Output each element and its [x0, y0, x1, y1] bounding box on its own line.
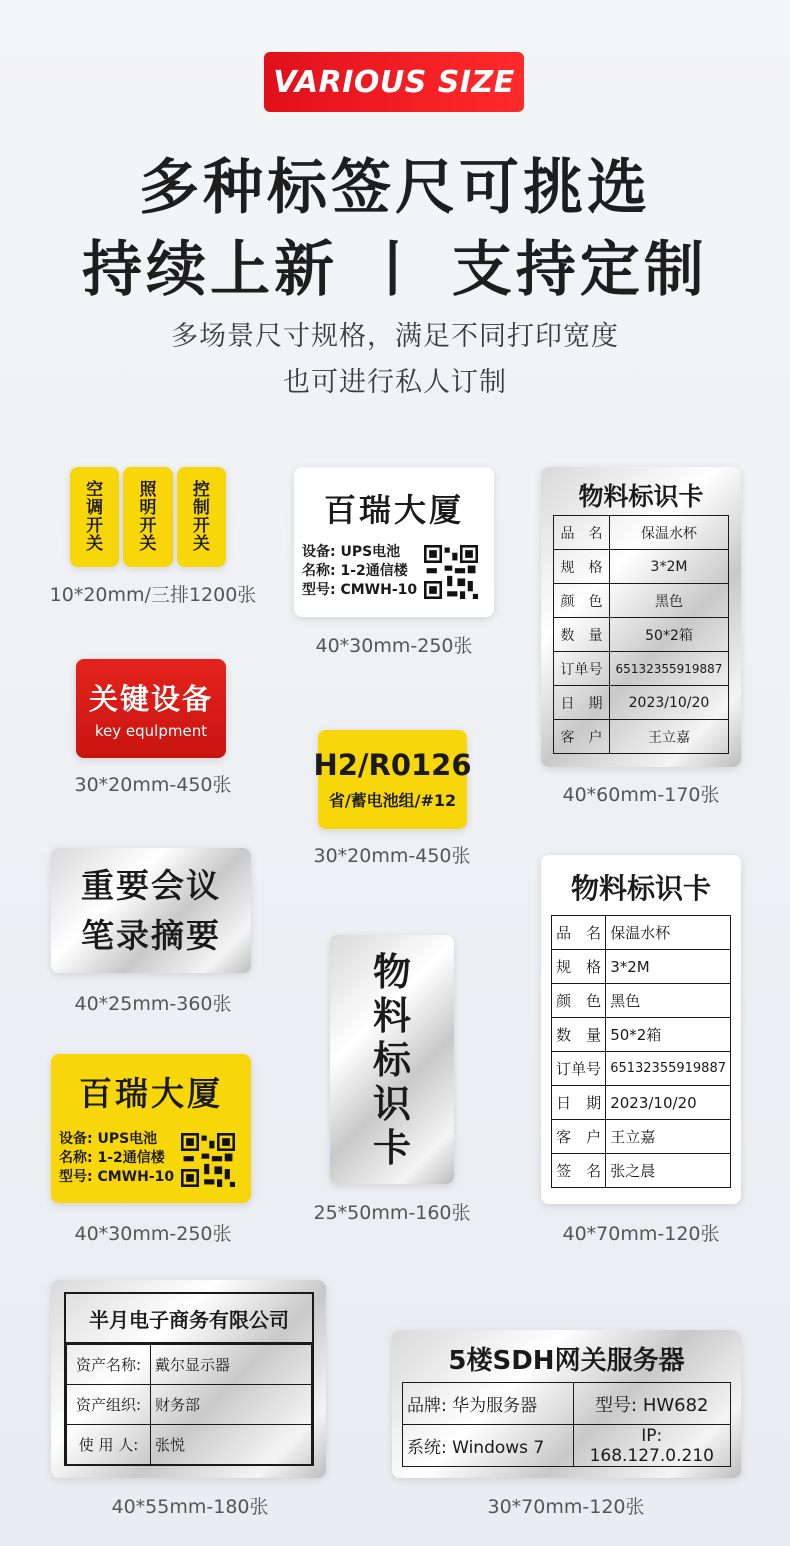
field-label: 颜 色 — [554, 584, 610, 618]
table-row — [554, 584, 729, 618]
material-table — [553, 515, 729, 754]
field-value: 戴尔显示器 — [151, 1345, 312, 1385]
material-silver-caption: 40*60mm-170张 — [562, 784, 720, 806]
char: 物 — [372, 949, 411, 994]
char: 卡 — [372, 1125, 411, 1170]
model-cell: 型号: HW682 — [573, 1383, 730, 1425]
char: 关 — [86, 534, 104, 554]
various-size-badge: VARIOUS SIZE — [264, 52, 524, 112]
table-row — [67, 1425, 312, 1465]
char: 识 — [372, 1081, 411, 1126]
field-label: 数 量 — [554, 618, 610, 652]
server-table — [402, 1382, 731, 1467]
field-value: 王立嘉 — [606, 1120, 731, 1154]
field-value: 65132355919887 — [606, 1052, 731, 1086]
field-label: 日 期 — [552, 1086, 606, 1120]
char: 料 — [372, 993, 411, 1038]
field-value: 张之晨 — [606, 1154, 731, 1188]
char: 制 — [192, 498, 210, 518]
field-label: 客 户 — [552, 1120, 606, 1154]
battery-sub: 省/蓄电池组/#12 — [328, 791, 457, 810]
asset-frame — [64, 1292, 314, 1466]
switch-label-ac — [70, 467, 119, 567]
brand-cell: 品牌: 华为服务器 — [403, 1383, 574, 1425]
meeting-caption: 40*25mm-360张 — [74, 993, 232, 1015]
char: 关 — [139, 534, 157, 554]
char: 标 — [372, 1037, 411, 1082]
asset-title: 半月电子商务有限公司 — [66, 1294, 312, 1344]
char: 空 — [86, 480, 104, 500]
field-label: 资产组织: — [67, 1385, 151, 1425]
char: 明 — [139, 498, 157, 518]
headline-line1: 多种标签尺可挑选 — [139, 153, 651, 223]
field-label: 品 名 — [554, 516, 610, 550]
switch-label-light — [123, 467, 172, 567]
subtitle-line1: 多场景尺寸规格，满足不同打印宽度 — [171, 321, 619, 352]
model-line: 型号: CMWH-10 — [302, 582, 418, 598]
field-value: 3*2M — [606, 950, 731, 984]
char: 控 — [192, 480, 210, 500]
key-equipment-label — [76, 659, 226, 758]
field-value: 黑色 — [606, 984, 731, 1018]
material-card-white — [541, 855, 741, 1204]
name-line: 名称: 1-2通信楼 — [302, 563, 408, 579]
building-label-yellow — [51, 1054, 251, 1203]
subtitle-line2: 也可进行私人订制 — [283, 367, 507, 398]
switch-label-control — [177, 467, 226, 567]
building-title: 百瑞大厦 — [79, 1074, 223, 1113]
table-row — [554, 720, 729, 754]
key-equipment-title: 关键设备 — [88, 682, 213, 716]
qr-code-icon — [181, 1133, 235, 1187]
meeting-label — [51, 848, 251, 973]
battery-code: H2/R0126 — [313, 748, 472, 782]
material-table — [551, 915, 731, 1188]
model-line: 型号: CMWH-10 — [59, 1169, 175, 1185]
server-label — [392, 1330, 741, 1478]
char: 照 — [139, 480, 157, 500]
field-label: 品 名 — [552, 916, 606, 950]
table-row — [67, 1345, 312, 1385]
char: 关 — [192, 534, 210, 554]
building-white-caption: 40*30mm-250张 — [315, 635, 473, 657]
table-row — [552, 1154, 731, 1188]
field-label: 日 期 — [554, 686, 610, 720]
key-equipment-sub: key equlpment — [94, 722, 208, 740]
field-value: 65132355919887 — [610, 652, 729, 686]
char: 调 — [86, 498, 104, 518]
field-value: 50*2箱 — [610, 618, 729, 652]
battery-caption: 30*20mm-450张 — [313, 845, 471, 867]
ip-cell: IP: 168.127.0.210 — [573, 1425, 730, 1467]
field-label: 规 格 — [554, 550, 610, 584]
table-row — [554, 686, 729, 720]
vertical-material-label — [330, 935, 454, 1184]
char: 开 — [139, 516, 157, 536]
material-title: 物料标识卡 — [570, 872, 711, 905]
material-card-silver — [541, 467, 741, 767]
field-value: 黑色 — [610, 584, 729, 618]
field-label: 规 格 — [552, 950, 606, 984]
table-row — [554, 516, 729, 550]
building-details — [302, 543, 417, 600]
asset-caption: 40*55mm-180张 — [111, 1496, 269, 1518]
table-row — [554, 618, 729, 652]
system-cell: 系统: Windows 7 — [403, 1425, 574, 1467]
table-row — [552, 950, 731, 984]
field-label: 订单号 — [554, 652, 610, 686]
table-row — [554, 550, 729, 584]
field-label: 数 量 — [552, 1018, 606, 1052]
table-row — [552, 1018, 731, 1052]
server-caption: 30*70mm-120张 — [487, 1496, 645, 1518]
field-value: 3*2M — [610, 550, 729, 584]
field-value: 财务部 — [151, 1385, 312, 1425]
asset-table — [66, 1344, 312, 1465]
asset-label — [51, 1280, 326, 1478]
field-label: 客 户 — [554, 720, 610, 754]
battery-label — [313, 730, 472, 829]
qr-code-icon — [424, 545, 478, 599]
table-row — [554, 652, 729, 686]
field-value: 50*2箱 — [606, 1018, 731, 1052]
building-details — [59, 1130, 174, 1187]
field-value: 张悦 — [151, 1425, 312, 1465]
material-title: 物料标识卡 — [578, 482, 704, 511]
building-label-white — [294, 467, 494, 617]
field-label: 使 用 人: — [67, 1425, 151, 1465]
field-value: 2023/10/20 — [610, 686, 729, 720]
vertical-caption: 25*50mm-160张 — [313, 1202, 471, 1224]
table-row — [552, 916, 731, 950]
device-line: 设备: UPS电池 — [302, 544, 401, 560]
device-line: 设备: UPS电池 — [59, 1131, 158, 1147]
meeting-line2: 笔录摘要 — [81, 915, 221, 955]
table-row — [552, 1052, 731, 1086]
table-row — [552, 1086, 731, 1120]
field-label: 订单号 — [552, 1052, 606, 1086]
building-yellow-caption: 40*30mm-250张 — [74, 1223, 232, 1245]
headline-line2: 持续上新 丨 支持定制 — [82, 235, 708, 305]
field-value: 王立嘉 — [610, 720, 729, 754]
field-label: 颜 色 — [552, 984, 606, 1018]
field-label: 签 名 — [552, 1154, 606, 1188]
field-value: 2023/10/20 — [606, 1086, 731, 1120]
char: 开 — [192, 516, 210, 536]
table-row — [552, 984, 731, 1018]
meeting-line1: 重要会议 — [81, 865, 221, 905]
switch-caption: 10*20mm/三排1200张 — [49, 584, 257, 606]
material-white-caption: 40*70mm-120张 — [562, 1223, 720, 1245]
field-label: 资产名称: — [67, 1345, 151, 1385]
switch-labels — [70, 467, 226, 567]
field-value: 保温水杯 — [606, 916, 731, 950]
char: 开 — [86, 516, 104, 536]
name-line: 名称: 1-2通信楼 — [59, 1150, 165, 1166]
server-title: 5楼SDH网关服务器 — [448, 1346, 685, 1376]
field-value: 保温水杯 — [610, 516, 729, 550]
table-row — [67, 1385, 312, 1425]
building-title: 百瑞大厦 — [323, 491, 464, 529]
table-row — [552, 1120, 731, 1154]
key-equipment-caption: 30*20mm-450张 — [74, 774, 232, 796]
